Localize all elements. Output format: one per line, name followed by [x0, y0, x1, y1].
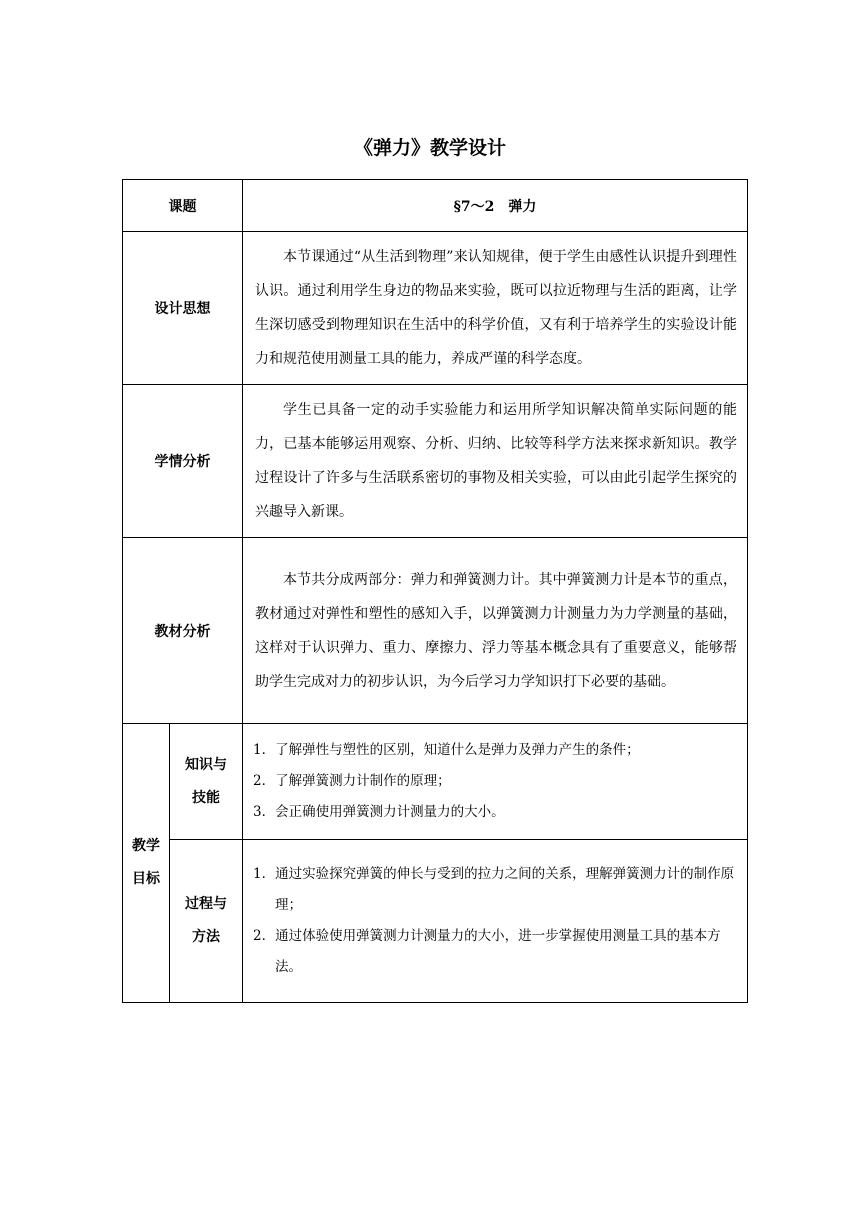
list-item: 1．了解弹性与塑性的区别，知道什么是弹力及弹力产生的条件；	[253, 742, 640, 758]
knowledge-skills-label-line2: 技能	[192, 789, 220, 806]
teaching-goals-label	[123, 724, 170, 1003]
topic-value: §7～2 弹力	[243, 180, 748, 232]
document-title: 《弹力》教学设计	[353, 137, 506, 159]
learner-analysis-label: 学情分析	[123, 385, 243, 538]
knowledge-skills-list	[243, 724, 748, 840]
list-item: 3．会正确使用弹簧测力计测量力的大小。	[253, 804, 505, 820]
learner-analysis-text: 学生已具备一定的动手实验能力和运用所学知识解决简单实际问题的能力，已基本能够运用观察、分析、归纳、比较等科学方法来探求新知识。教学过程设计了许多与生活联系密切的事物及相关实验，可以由此引起学生探究的兴趣导入新课。	[243, 385, 748, 538]
knowledge-skills-label-line1: 知识与	[185, 756, 227, 773]
list-item: 2．通过体验使用弹簧测力计测量力的大小，进一步掌握使用测量工具的基本方法。	[253, 928, 721, 975]
material-analysis-label: 教材分析	[123, 538, 243, 724]
topic-label: 课题	[123, 180, 243, 232]
row-design-idea	[123, 232, 748, 385]
knowledge-skills-label	[170, 724, 243, 840]
row-topic	[123, 180, 748, 232]
teaching-goals-label-line1: 教学	[132, 838, 160, 854]
design-idea-label: 设计思想	[123, 232, 243, 385]
teaching-goals-label-line2: 目标	[132, 871, 160, 887]
process-methods-label-line1: 过程与	[185, 896, 227, 912]
list-item: 1．通过实验探究弹簧的伸长与受到的拉力之间的关系，理解弹簧测力计的制作原理；	[253, 866, 735, 913]
process-methods-label-line2: 方法	[192, 929, 220, 945]
list-item: 2．了解弹簧测力计制作的原理；	[253, 773, 451, 789]
row-knowledge-skills	[123, 724, 748, 840]
design-idea-text: 本节课通过“从生活到物理”来认知规律，便于学生由感性认识提升到理性认识。通过利用学生身边的物品来实验，既可以拉近物理与生活的距离，让学生深切感受到物理知识在生活中的科学价值，又有利于培养学生的实验设计能力和规范使用测量工具的能力，养成严谨的科学态度。	[243, 232, 748, 385]
row-material-analysis	[123, 538, 748, 724]
process-methods-label	[170, 840, 243, 1003]
lesson-design-table	[122, 179, 748, 1003]
process-methods-list	[243, 840, 748, 1003]
row-learner-analysis	[123, 385, 748, 538]
row-process-methods	[123, 840, 748, 1003]
material-analysis-text: 本节共分成两部分：弹力和弹簧测力计。其中弹簧测力计是本节的重点，教材通过对弹性和塑性的感知入手，以弹簧测力计测量力为力学测量的基础，这样对于认识弹力、重力、摩擦力、浮力等基本概念具有了重要意义，能够帮助学生完成对力的初步认识，为今后学习力学知识打下必要的基础。	[243, 538, 748, 724]
